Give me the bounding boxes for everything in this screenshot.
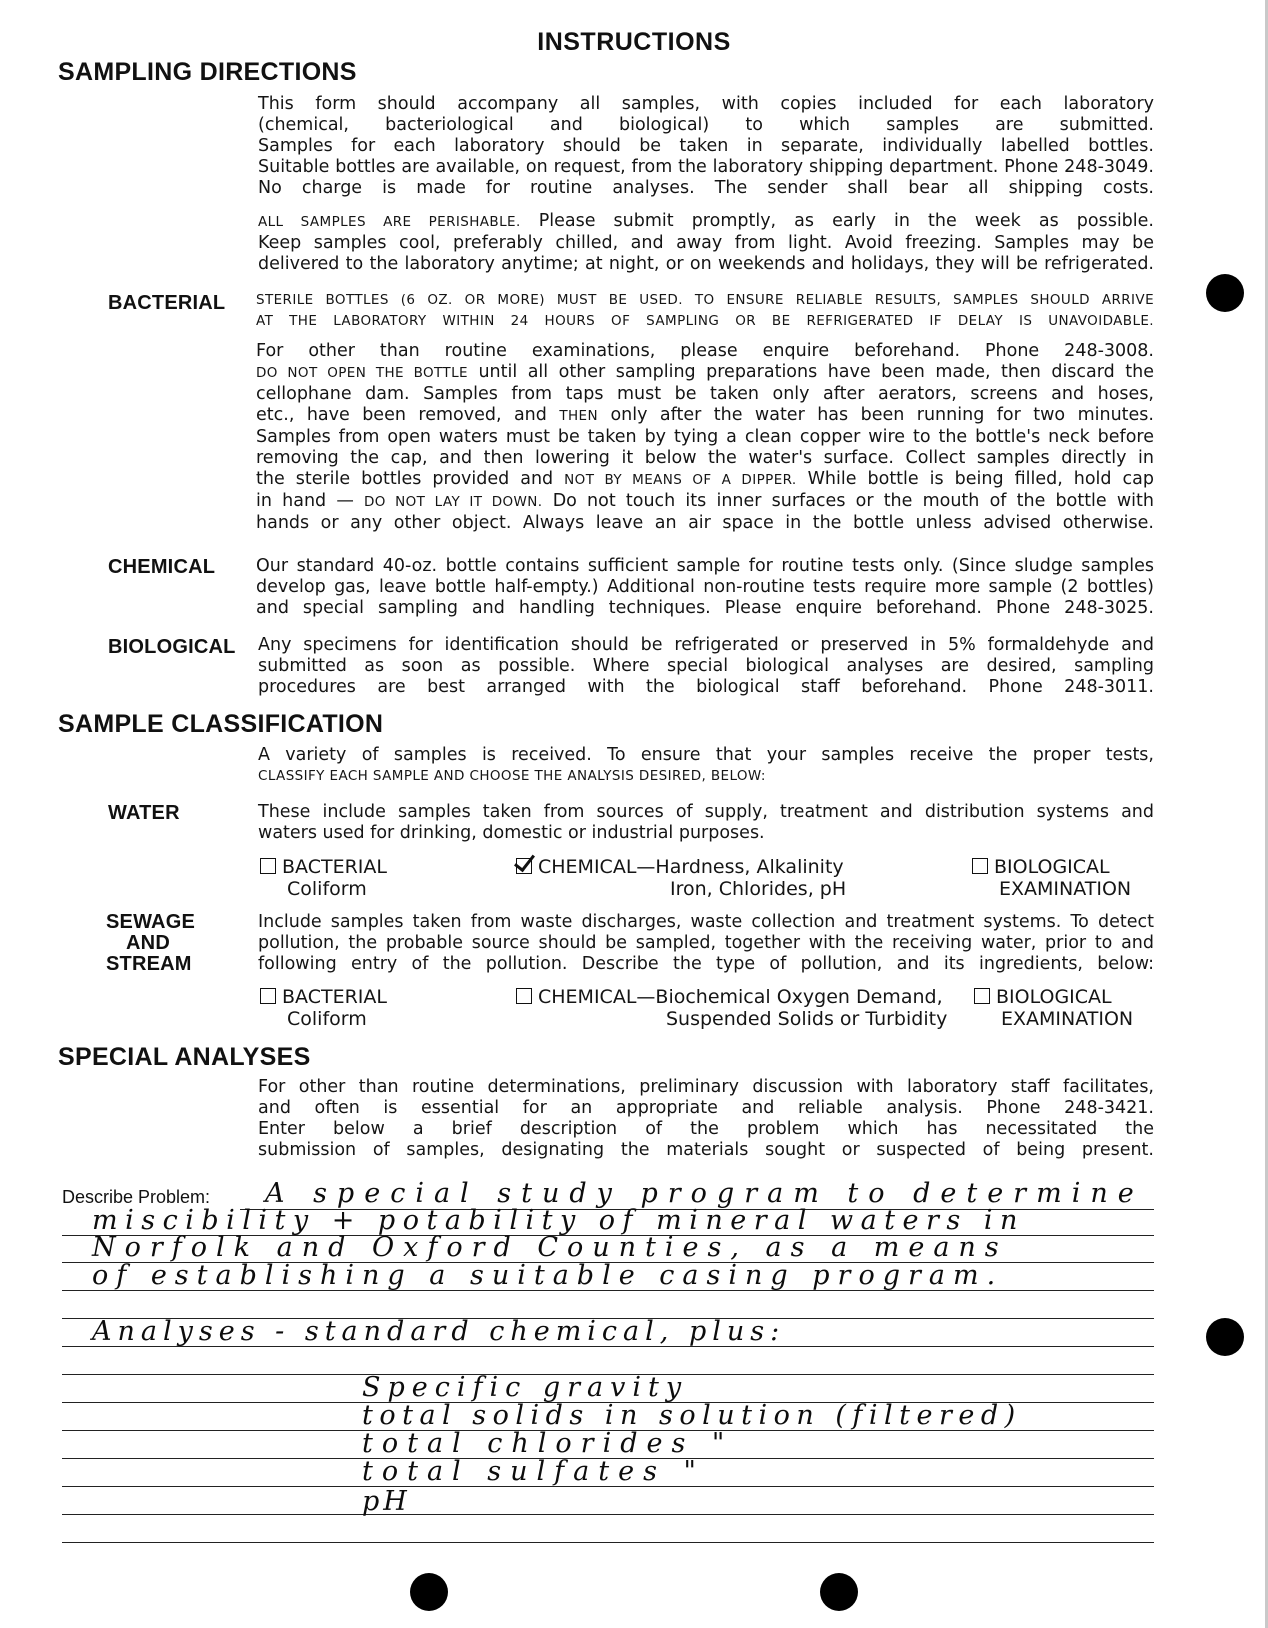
option-sublabel: EXAMINATION — [1001, 1008, 1134, 1030]
bacterial-caps — [256, 290, 1154, 332]
bacterial-body — [256, 341, 1154, 534]
text-line: submitted as soon as possible. Where special biological analyses are desired, sampling — [258, 656, 1154, 676]
text-line: procedures are best arranged with the biological staff beforehand. Phone 248-3011. — [258, 677, 1154, 697]
text-line: A variety of samples is received. To ensure that your samples receive the proper tests, — [258, 745, 1154, 765]
caps-text: NOT BY MEANS OF A DIPPER. — [564, 472, 797, 488]
label-bacterial: BACTERIAL — [108, 292, 226, 314]
caps-text: DO NOT OPEN THE BOTTLE — [256, 365, 468, 381]
binder-hole — [820, 1573, 858, 1611]
label-sewage-and-stream — [106, 911, 195, 975]
text-line: pollution, the probable source should be sampled, together with the receiving water, prior to and — [258, 933, 1154, 953]
option-sublabel: Suspended Solids or Turbidity — [666, 1008, 948, 1030]
caps-text: ALL SAMPLES ARE PERISHABLE. — [258, 214, 521, 230]
text-line: delivered to the laboratory anytime; at night, or on weekends and holidays, they will be refrigerated. — [258, 254, 1154, 274]
page-title: INSTRUCTIONS — [537, 28, 731, 56]
text-line: Our standard 40-oz. bottle contains sufficient sample for routine tests only. (Since sludge samples — [256, 556, 1154, 576]
option-label: BIOLOGICAL — [996, 986, 1112, 1008]
text: in hand — — [256, 491, 354, 511]
handwritten-line: total sulfates " — [362, 1456, 705, 1487]
section-heading-sampling: SAMPLING DIRECTIONS — [58, 58, 357, 86]
section-heading-special: SPECIAL ANALYSES — [58, 1043, 311, 1071]
option-label: CHEMICAL—Hardness, Alkalinity — [538, 856, 844, 878]
label-line: AND — [126, 932, 170, 954]
text-line: removing the cap, and then lowering it below the water's surface. Collect samples directly in — [256, 448, 1154, 468]
text-line: cellophane dam. Samples from taps must be taken only after aerators, screens and hoses, — [256, 384, 1154, 404]
text-line: Samples for each laboratory should be taken in separate, individually labelled bottles. — [258, 136, 1154, 156]
checkbox[interactable] — [260, 988, 276, 1004]
handwritten-line: total solids in solution (filtered) — [362, 1400, 1022, 1431]
label-line: STREAM — [106, 953, 192, 975]
text-line: (chemical, bacteriological and biological) to which samples are submitted. — [258, 115, 1154, 135]
classification-body — [258, 745, 1154, 787]
label-chemical: CHEMICAL — [108, 556, 216, 578]
text-line: and often is essential for an appropriate and reliable analysis. Phone 248-3421. — [258, 1098, 1154, 1118]
label-biological: BIOLOGICAL — [108, 636, 236, 658]
text-line: hands or any other object. Always leave an air space in the bottle unless advised otherwise. — [256, 513, 1154, 533]
describe-problem-label: Describe Problem: — [62, 1187, 211, 1207]
text-line: Keep samples cool, preferably chilled, and away from light. Avoid freezing. Samples may be — [258, 233, 1154, 253]
caps-line: CLASSIFY EACH SAMPLE AND CHOOSE THE ANALYSIS DESIRED, BELOW: — [258, 768, 766, 784]
sewage-chemical-option[interactable] — [516, 986, 947, 1030]
label-line: SEWAGE — [106, 911, 195, 933]
section-heading-classification: SAMPLE CLASSIFICATION — [58, 710, 384, 738]
text-line: For other than routine determinations, preliminary discussion with laboratory staff facilitates, — [258, 1077, 1154, 1097]
option-sublabel: Coliform — [287, 878, 367, 900]
text: until all other sampling preparations have been made, then discard the — [478, 362, 1154, 382]
option-label: BACTERIAL — [282, 986, 387, 1008]
option-sublabel: Iron, Chlorides, pH — [670, 878, 847, 900]
option-sublabel: Coliform — [287, 1008, 367, 1030]
handwritten-line: total chlorides " — [362, 1428, 734, 1459]
text: Please submit promptly, as early in the week as possible. — [538, 211, 1154, 231]
binder-hole — [410, 1573, 448, 1611]
text-line: These include samples taken from sources of supply, treatment and distribution systems and — [258, 802, 1154, 822]
option-label: CHEMICAL—Biochemical Oxygen Demand, — [538, 986, 943, 1008]
checkbox[interactable] — [516, 988, 532, 1004]
handwritten-line: A special study program to determine — [265, 1178, 1144, 1209]
sewage-body — [258, 912, 1154, 975]
text-line: Suitable bottles are available, on request, from the laboratory shipping department. Phone 248-3049. — [258, 157, 1154, 177]
text-line: For other than routine examinations, please enquire beforehand. Phone 248-3008. — [256, 341, 1154, 361]
caps-text: DO NOT LAY IT DOWN. — [364, 494, 543, 510]
text-line: following entry of the pollution. Describe the type of pollution, and its ingredients, below: — [258, 954, 1154, 974]
water-chemical-option[interactable] — [516, 856, 846, 900]
sewage-biological-option[interactable] — [974, 986, 1133, 1030]
writing-line — [62, 1542, 1154, 1543]
checkbox-checked[interactable] — [516, 858, 532, 874]
text-line: Include samples taken from waste discharges, waste collection and treatment systems. To detect — [258, 912, 1154, 932]
checkbox[interactable] — [974, 988, 990, 1004]
handwritten-line: Specific gravity — [362, 1372, 689, 1403]
option-label: BACTERIAL — [282, 856, 387, 878]
text-line: submission of samples, designating the materials sought or suspected of being present. — [258, 1140, 1154, 1160]
sewage-bacterial-option[interactable] — [260, 986, 387, 1030]
water-body — [258, 802, 1154, 844]
handwritten-line: of establishing a suitable casing program. — [92, 1260, 1004, 1291]
handwritten-line: Analyses - standard chemical, plus: — [92, 1316, 786, 1347]
option-sublabel: EXAMINATION — [999, 878, 1132, 900]
text-line: No charge is made for routine analyses. The sender shall bear all shipping costs. — [258, 178, 1154, 198]
text: While bottle is being filled, hold cap — [807, 469, 1154, 489]
text: only after the water has been running for two minutes. — [610, 405, 1154, 425]
text: Do not touch its inner surfaces or the mouth of the bottle with — [552, 491, 1154, 511]
text-line: waters used for drinking, domestic or industrial purposes. — [258, 823, 765, 843]
text-line: Enter below a brief description of the problem which has necessitated the — [258, 1119, 1154, 1139]
chemical-body — [256, 556, 1154, 619]
text: etc., have been removed, and — [256, 405, 547, 425]
checkbox[interactable] — [972, 858, 988, 874]
water-bacterial-option[interactable] — [260, 856, 387, 900]
special-body — [258, 1077, 1154, 1161]
checkbox[interactable] — [260, 858, 276, 874]
caps-text: THEN — [559, 408, 598, 424]
biological-body — [258, 635, 1154, 698]
option-label: BIOLOGICAL — [994, 856, 1110, 878]
caps-line: AT THE LABORATORY WITHIN 24 HOURS OF SAMPLING OR BE REFRIGERATED IF DELAY IS UNAVOIDABLE. — [256, 313, 1154, 329]
label-water: WATER — [108, 802, 180, 824]
handwritten-line: miscibility + potability of mineral waters in — [92, 1205, 1025, 1236]
handwritten-line: Norfolk and Oxford Counties, as a means — [92, 1232, 1008, 1263]
text-line: develop gas, leave bottle half-empty.) Additional non-routine tests require more sample (2 bottles) — [256, 577, 1154, 597]
water-biological-option[interactable] — [972, 856, 1131, 900]
handwritten-line: pH — [362, 1486, 411, 1517]
text-line: This form should accompany all samples, with copies included for each laboratory — [258, 94, 1154, 114]
sampling-intro — [258, 94, 1154, 199]
text-line: Any specimens for identification should be refrigerated or preserved in 5% formaldehyde and — [258, 635, 1154, 655]
binder-hole — [1206, 274, 1244, 312]
sampling-perishable — [258, 211, 1154, 275]
text-line: and special sampling and handling techniques. Please enquire beforehand. Phone 248-3025. — [256, 598, 1154, 618]
caps-line: STERILE BOTTLES (6 OZ. OR MORE) MUST BE USED. TO ENSURE RELIABLE RESULTS, SAMPLES SHOULD ARRIVE — [256, 292, 1154, 308]
writing-line — [62, 1514, 1154, 1515]
text: the sterile bottles provided and — [256, 469, 554, 489]
binder-hole — [1206, 1318, 1244, 1356]
text-line: Samples from open waters must be taken by tying a clean copper wire to the bottle's neck before — [256, 427, 1154, 447]
